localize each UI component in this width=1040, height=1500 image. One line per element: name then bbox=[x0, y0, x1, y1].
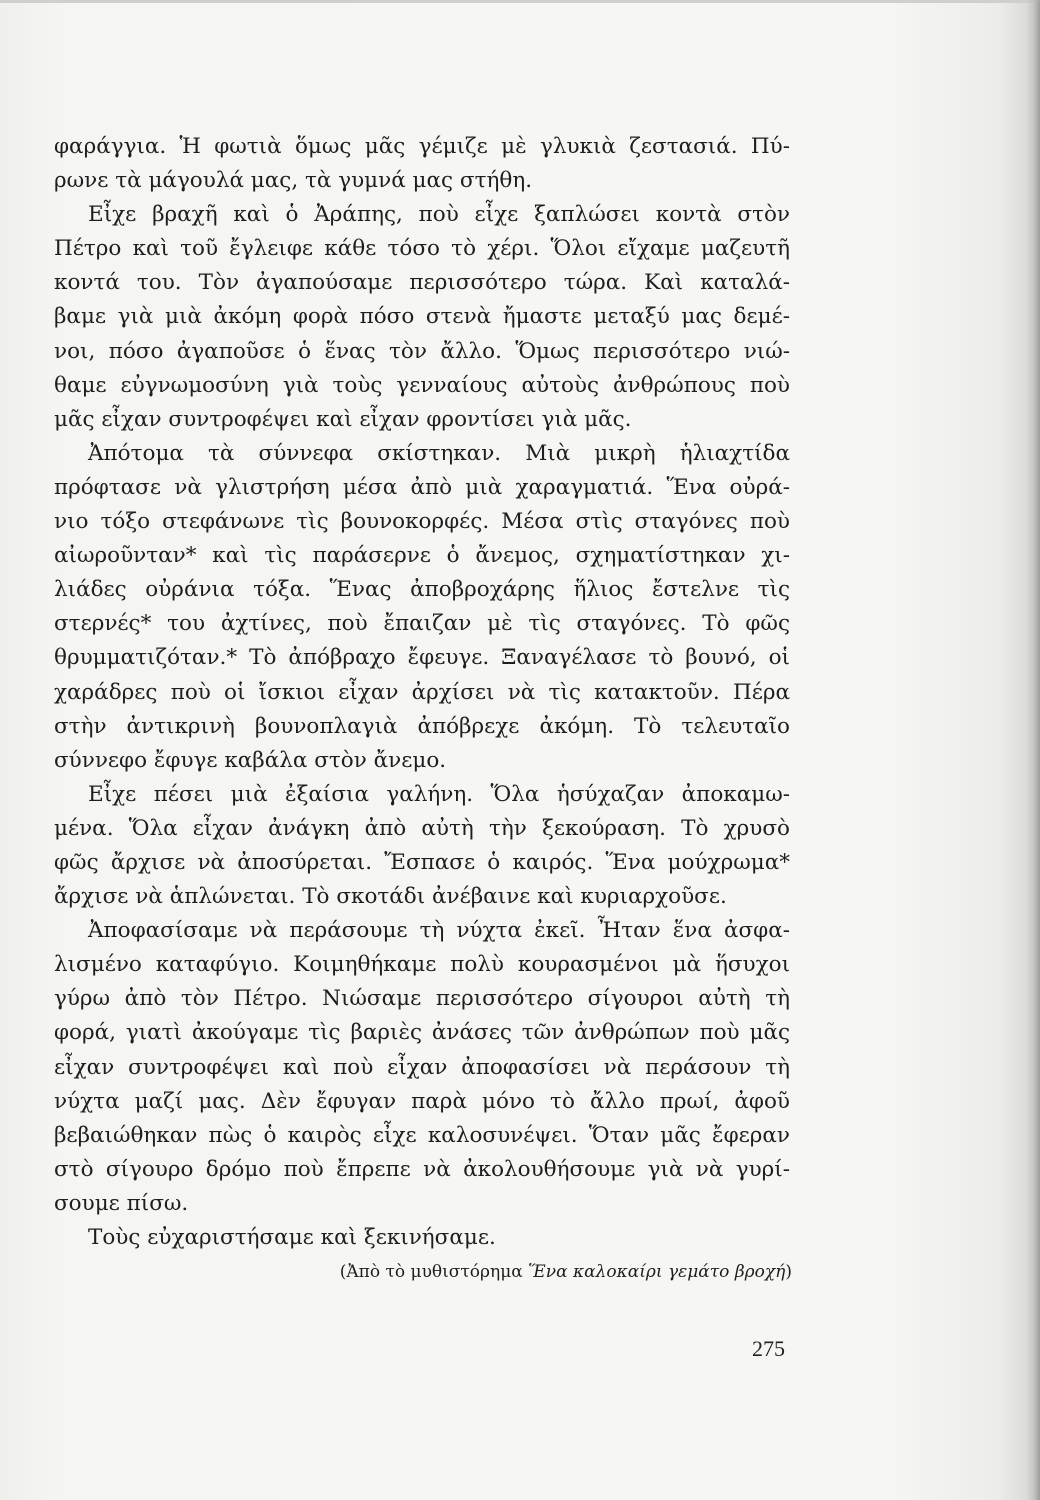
text-line: φῶς ἄρχισε νὰ ἀποσύρεται. Ἔσπασε ὁ καιρός. Ἕνα μούχρωμα* bbox=[54, 849, 790, 875]
text-line: στερνές* του ἀχτίνες, ποὺ ἔπαιζαν μὲ τὶς σταγόνες. Τὸ φῶς bbox=[54, 611, 790, 637]
text-line: μένα. Ὅλα εἶχαν ἀνάγκη ἀπὸ αὐτὴ τὴν ξεκούραση. Τὸ χρυσὸ bbox=[54, 815, 790, 841]
text-line: εἶχαν συντροφέψει καὶ ποὺ εἶχαν ἀποφασίσει νὰ περάσουν τὴ bbox=[54, 1054, 790, 1080]
text-line: λιάδες οὐράνια τόξα. Ἕνας ἀποβροχάρης ἥλιος ἔστελνε τὶς bbox=[54, 577, 790, 603]
text-line: Τοὺς εὐχαριστήσαμε καὶ ξεκινήσαμε. bbox=[88, 1225, 496, 1250]
text-line: νύχτα μαζί μας. Δὲν ἔφυγαν παρὰ μόνο τὸ ἄλλο πρωί, ἀφοῦ bbox=[54, 1088, 790, 1114]
text-line: μᾶς εἶχαν συντροφέψει καὶ εἶχαν φροντίσει γιὰ μᾶς. bbox=[54, 406, 632, 432]
text-line: φαράγγια. Ἡ φωτιὰ ὅμως μᾶς γέμιζε μὲ γλυκιὰ ζεστασιά. Πύ- bbox=[54, 134, 790, 159]
text-line: νιο τόξο στεφάνωνε τὶς βουνοκορφές. Μέσα στὶς σταγόνες ποὺ bbox=[54, 509, 790, 535]
text-line: Ἀπότομα τὰ σύννεφα σκίστηκαν. Μιὰ μικρὴ ἡλιαχτίδα bbox=[88, 440, 790, 466]
text-line: λισμένο καταφύγιο. Κοιμηθήκαμε πολὺ κουρασμένοι μὰ ἥσυχοι bbox=[54, 952, 790, 978]
text-line: χαράδρες ποὺ οἱ ἴσκιοι εἶχαν ἀρχίσει νὰ τὶς κατακτοῦν. Πέρα bbox=[54, 679, 790, 705]
citation-suffix: ) bbox=[785, 1262, 792, 1282]
text-line: βεβαιώθηκαν πὼς ὁ καιρὸς εἶχε καλοσυνέψει. Ὅταν μᾶς ἔφεραν bbox=[54, 1122, 790, 1148]
citation-prefix: (Ἀπὸ τὸ μυθιστόρημα bbox=[339, 1262, 529, 1282]
text-line: γύρω ἀπὸ τὸν Πέτρο. Νιώσαμε περισσότερο σίγουροι αὐτὴ τὴ bbox=[54, 986, 790, 1012]
page-top-edge bbox=[0, 0, 1040, 3]
text-line: νοι, πόσο ἀγαποῦσε ὁ ἕνας τὸν ἄλλο. Ὅμως περισσότερο νιώ- bbox=[54, 338, 790, 364]
text-line: πρόφτασε νὰ γλιστρήση μέσα ἀπὸ μιὰ χαραγματιά. Ἕνα οὐρά- bbox=[54, 474, 790, 500]
text-line: σύννεφο ἔφυγε καβάλα στὸν ἄνεμο. bbox=[54, 747, 447, 773]
text-line: Ἀποφασίσαμε νὰ περάσουμε τὴ νύχτα ἐκεῖ. Ἦταν ἕνα ἀσφα- bbox=[88, 918, 790, 944]
text-line: θρυμματιζόταν.* Τὸ ἀπόβραχο ἔφευγε. Ξαναγέλασε τὸ βουνό, οἱ bbox=[54, 645, 790, 671]
source-citation bbox=[340, 1262, 792, 1282]
text-line: κοντά του. Τὸν ἀγαπούσαμε περισσότερο τώρα. Καὶ καταλά- bbox=[54, 270, 790, 296]
text-line: Εἶχε βραχῆ καὶ ὁ Ἀράπης, ποὺ εἶχε ξαπλώσει κοντὰ στὸν bbox=[88, 202, 790, 228]
text-line: ρωνε τὰ μάγουλά μας, τὰ γυμνά μας στήθη. bbox=[54, 168, 533, 194]
text-line: βαμε γιὰ μιὰ ἀκόμη φορὰ πόσο στενὰ ἤμαστε μεταξύ μας δεμέ- bbox=[54, 304, 790, 330]
text-line: Πέτρο καὶ τοῦ ἔγλειφε κάθε τόσο τὸ χέρι. Ὅλοι εἴχαμε μαζευτῆ bbox=[54, 236, 790, 262]
text-line: σουμε πίσω. bbox=[54, 1190, 189, 1216]
text-line: αἰωροῦνταν* καὶ τὶς παράσερνε ὁ ἄνεμος, σχηματίστηκαν χι- bbox=[54, 543, 790, 569]
text-line: θαμε εὐγνωμοσύνη γιὰ τοὺς γενναίους αὐτοὺς ἀνθρώπους ποὺ bbox=[54, 372, 790, 398]
text-line: Εἶχε πέσει μιὰ ἐξαίσια γαλήνη. Ὅλα ἡσύχαζαν ἀποκαμω- bbox=[88, 781, 790, 807]
text-line: ἄρχισε νὰ ἁπλώνεται. Τὸ σκοτάδι ἀνέβαινε καὶ κυριαρχοῦσε. bbox=[54, 884, 727, 910]
text-line: φορά, γιατὶ ἀκούγαμε τὶς βαριὲς ἀνάσες τῶν ἀνθρώπων ποὺ μᾶς bbox=[54, 1020, 790, 1046]
page-gutter-shadow bbox=[1026, 0, 1040, 1500]
page-number: 275 bbox=[752, 1336, 785, 1361]
citation-book-title: Ἕνα καλοκαίρι γεμάτο βροχή bbox=[528, 1262, 786, 1282]
body-text bbox=[54, 130, 790, 1255]
text-line: στὸ σίγουρο δρόμο ποὺ ἔπρεπε νὰ ἀκολουθήσουμε γιὰ νὰ γυρί- bbox=[54, 1156, 790, 1182]
text-line: στὴν ἀντικρινὴ βουνοπλαγιὰ ἀπόβρεχε ἀκόμη. Τὸ τελευταῖο bbox=[54, 713, 790, 739]
